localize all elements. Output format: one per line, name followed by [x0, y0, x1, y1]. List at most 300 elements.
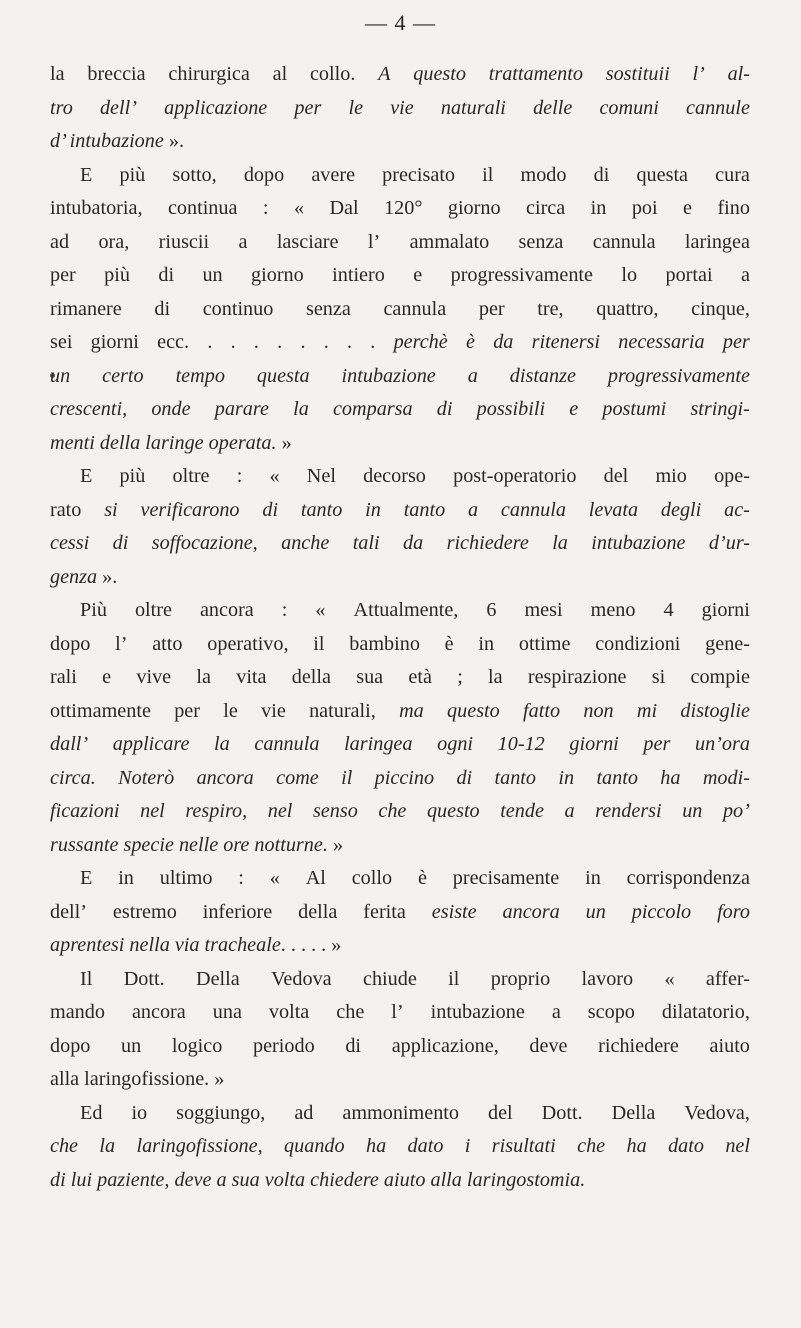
- word: ottimamente: [50, 699, 151, 722]
- word: mio: [655, 465, 687, 487]
- word: «: [293, 197, 305, 219]
- word: crescenti,: [50, 398, 128, 420]
- word: :: [262, 197, 269, 219]
- word: dato: [668, 1135, 704, 1157]
- text-line: [50, 527, 750, 561]
- word: mi: [636, 699, 658, 722]
- word: chirurgica: [168, 63, 250, 85]
- text-line: [50, 929, 750, 963]
- word: il: [313, 632, 325, 655]
- word: fino: [717, 197, 750, 219]
- word: rendersi: [595, 800, 662, 822]
- word: nel: [140, 800, 165, 822]
- word: a: [468, 498, 479, 521]
- word: dato: [407, 1135, 444, 1157]
- text-line: [50, 561, 750, 595]
- word: a: [467, 364, 478, 387]
- word: di: [436, 398, 453, 420]
- word: giorni: [701, 599, 750, 621]
- word: condizioni: [595, 632, 681, 655]
- word: Vedova: [271, 967, 332, 990]
- word: Della: [196, 967, 240, 990]
- word: al-: [727, 63, 750, 85]
- word: vita: [236, 666, 267, 688]
- word: inferiore: [202, 900, 273, 923]
- word: intubatoria,: [50, 197, 143, 219]
- word: sostituii: [605, 63, 670, 85]
- text-line: [50, 695, 750, 729]
- text-line: [50, 896, 750, 930]
- text-line: [50, 159, 750, 193]
- word: sotto,: [172, 163, 217, 186]
- word: piccolo: [631, 900, 692, 923]
- word: .: [277, 331, 283, 353]
- word: sua: [356, 666, 384, 688]
- word: la: [552, 532, 568, 554]
- text-line: [50, 360, 750, 394]
- text-line: [50, 326, 750, 360]
- word: di: [154, 297, 171, 320]
- word: .: [253, 331, 259, 353]
- word: mando: [50, 1001, 105, 1023]
- word: intubazione: [591, 532, 686, 554]
- word: distoglie: [680, 699, 750, 722]
- word: in: [585, 867, 601, 889]
- word: lo: [621, 264, 638, 286]
- word: tanto: [596, 766, 638, 789]
- word: 4: [663, 599, 674, 621]
- word: certo: [102, 364, 144, 387]
- word: a: [564, 800, 575, 822]
- word: tanto: [300, 498, 343, 521]
- word: poi: [631, 197, 658, 219]
- word: rali: [50, 666, 77, 688]
- word: si: [104, 498, 118, 521]
- word: di: [456, 766, 473, 789]
- word: le: [348, 96, 364, 119]
- word: levata: [588, 498, 639, 521]
- word: compie: [690, 666, 750, 688]
- word: comparsa: [332, 398, 413, 420]
- word: :: [238, 867, 244, 889]
- text-segment: russante specie nelle ore notturne.: [50, 833, 328, 856]
- word: i: [464, 1135, 471, 1157]
- document-body: [50, 58, 750, 1197]
- word: :: [236, 465, 243, 487]
- word: vie: [261, 699, 286, 722]
- word: Dott.: [123, 967, 165, 990]
- word: soggiungo,: [176, 1101, 266, 1124]
- word: A: [378, 63, 391, 85]
- word: il: [448, 967, 460, 990]
- word: ancora: [199, 599, 254, 621]
- word: questa: [256, 364, 310, 387]
- word: giorno: [251, 264, 304, 286]
- word: nel: [725, 1135, 750, 1157]
- word: io: [131, 1101, 148, 1124]
- text-line: [50, 226, 750, 260]
- word: Vedova,: [684, 1101, 750, 1124]
- word: e: [683, 197, 693, 219]
- text-segment: ».: [97, 565, 118, 588]
- word: Dal: [329, 197, 359, 219]
- text-segment: ».: [163, 130, 185, 152]
- word: cannule: [686, 96, 750, 119]
- word: un: [50, 364, 71, 387]
- word: affer-: [705, 967, 750, 990]
- word: l’: [115, 632, 128, 655]
- word: a: [238, 230, 248, 253]
- text-segment: aprentesi nella via tracheale: [50, 934, 281, 956]
- word: ac-: [724, 498, 750, 521]
- word: 10-12: [497, 733, 545, 755]
- word: ritenersi: [531, 331, 601, 353]
- word: ancora: [502, 900, 560, 923]
- word: E: [80, 465, 93, 487]
- word: vie: [390, 96, 414, 119]
- word: in: [365, 498, 381, 521]
- word: «: [664, 967, 675, 990]
- word: di: [262, 498, 279, 521]
- word: ha: [365, 1135, 387, 1157]
- word: esiste: [431, 900, 477, 923]
- word: e: [102, 666, 112, 688]
- word: mesi: [524, 599, 563, 621]
- word: ottime: [518, 632, 571, 655]
- word: ha: [660, 766, 681, 789]
- word: fatto: [523, 699, 561, 722]
- word: portai: [665, 264, 713, 286]
- word: cannula: [500, 498, 566, 521]
- word: ma: [399, 699, 424, 722]
- word: anche: [281, 532, 330, 554]
- word: breccia: [87, 63, 146, 85]
- word: dopo: [243, 163, 285, 186]
- word: distanze: [509, 364, 576, 387]
- word: e: [413, 264, 423, 286]
- word: respirazione: [527, 666, 627, 688]
- word: ferita: [363, 900, 406, 923]
- text-segment: menti della laringe operata.: [50, 431, 277, 454]
- word: aiuto: [709, 1034, 750, 1057]
- word: tende: [500, 800, 544, 822]
- word: applicare: [112, 733, 190, 755]
- word: volta: [268, 1001, 310, 1023]
- text-line: [50, 728, 750, 762]
- word: lasciare: [276, 230, 339, 253]
- word: precisamente: [452, 867, 560, 889]
- word: per: [174, 699, 200, 722]
- text-line: [50, 1164, 750, 1198]
- word: periodo: [253, 1034, 315, 1057]
- word: .: [207, 331, 213, 353]
- word: la: [196, 666, 211, 688]
- word: del: [488, 1101, 513, 1124]
- text-segment: genza: [50, 565, 98, 588]
- word: cannula: [383, 297, 447, 320]
- word: precisato: [382, 163, 456, 186]
- word: tempo: [175, 364, 225, 387]
- word: ad: [294, 1101, 314, 1124]
- text-line: [50, 1063, 750, 1097]
- text-line: [50, 594, 750, 628]
- word: intubazione: [341, 364, 436, 387]
- word: età: [408, 666, 432, 688]
- word: intiero: [332, 264, 385, 286]
- word: cannula: [254, 733, 320, 755]
- word: è: [444, 632, 454, 655]
- word: perchè: [393, 331, 448, 353]
- word: piccino: [374, 766, 435, 789]
- word: ha: [626, 1135, 647, 1157]
- word: e: [569, 398, 579, 420]
- word: ecc.: [157, 331, 190, 353]
- word: tre,: [537, 297, 564, 320]
- text-segment: alla laringofissione. »: [50, 1068, 225, 1090]
- word: ancora: [196, 766, 254, 789]
- word: .: [370, 331, 376, 353]
- word: in: [478, 632, 495, 655]
- word: Dott.: [541, 1101, 583, 1124]
- word: .: [323, 331, 329, 353]
- word: risultati: [491, 1135, 556, 1157]
- word: come: [276, 766, 319, 789]
- word: che: [50, 1135, 79, 1157]
- word: corrispondenza: [626, 867, 750, 889]
- text-line: [50, 293, 750, 327]
- word: un: [682, 800, 703, 822]
- word: nel: [267, 800, 293, 822]
- word: stringi-: [690, 398, 750, 420]
- word: tali: [352, 532, 380, 554]
- word: ad: [50, 230, 70, 253]
- word: per: [294, 96, 322, 119]
- text-segment: »: [327, 833, 344, 856]
- word: ultimo: [159, 867, 213, 889]
- text-segment: »: [276, 431, 292, 454]
- word: parare: [214, 398, 269, 420]
- word: della: [291, 666, 331, 688]
- word: possibili: [476, 398, 546, 420]
- word: le: [223, 699, 238, 722]
- word: quattro,: [596, 297, 659, 320]
- word: .: [230, 331, 236, 353]
- text-line: [50, 628, 750, 662]
- word: degli: [660, 498, 702, 521]
- word: che: [577, 1135, 606, 1157]
- word: cannula: [592, 230, 656, 253]
- word: scopo: [587, 1001, 635, 1023]
- word: ammalato: [409, 230, 490, 253]
- word: ogni: [437, 733, 474, 755]
- word: laringofissione,: [136, 1135, 263, 1157]
- text-line: [50, 259, 750, 293]
- word: un: [121, 1034, 142, 1057]
- text-line: [50, 829, 750, 863]
- word: E: [80, 163, 93, 186]
- word: comuni: [599, 96, 659, 119]
- text-line: [50, 1130, 750, 1164]
- word: lavoro: [581, 967, 634, 990]
- word: in: [118, 867, 134, 889]
- word: l’: [391, 1001, 404, 1023]
- word: modo: [520, 163, 567, 186]
- text-line: [50, 862, 750, 896]
- word: è: [417, 867, 427, 889]
- word: giorno: [447, 197, 501, 219]
- word: da: [493, 331, 514, 353]
- text-segment: . . . . . »: [280, 934, 342, 956]
- word: necessaria: [618, 331, 705, 353]
- word: oltre: [172, 465, 210, 487]
- text-segment: d’ intubazione: [50, 130, 164, 152]
- word: di: [112, 532, 129, 554]
- word: senso: [312, 800, 358, 822]
- word: estremo: [112, 900, 177, 923]
- word: a: [740, 264, 750, 286]
- word: dopo: [50, 632, 91, 655]
- word: verificarono: [140, 498, 240, 521]
- word: in: [590, 197, 607, 219]
- word: la: [293, 398, 309, 420]
- word: ope-: [714, 465, 750, 487]
- text-line: [50, 192, 750, 226]
- word: ora,: [98, 230, 130, 253]
- word: Attualmente,: [353, 599, 459, 621]
- word: meno: [590, 599, 636, 621]
- word: proprio: [490, 967, 551, 990]
- word: foro: [717, 900, 750, 923]
- word: al: [272, 63, 288, 85]
- word: ficazioni: [50, 800, 120, 822]
- text-line: [50, 460, 750, 494]
- word: naturali,: [309, 699, 376, 722]
- text-line: [50, 963, 750, 997]
- word: un: [202, 264, 223, 286]
- word: intubazione: [430, 1001, 525, 1023]
- word: postumi: [602, 398, 667, 420]
- word: più: [104, 264, 130, 286]
- word: non: [583, 699, 614, 722]
- word: l’: [367, 230, 381, 253]
- word: trattamento: [488, 63, 583, 85]
- word: senza: [305, 297, 351, 320]
- word: collo: [351, 867, 393, 889]
- word: avere: [311, 163, 356, 186]
- word: la: [50, 63, 65, 85]
- word: Il: [80, 967, 93, 990]
- word: progressivamente: [607, 364, 750, 387]
- word: deve: [529, 1034, 568, 1057]
- word: per: [722, 331, 750, 353]
- word: chiude: [362, 967, 417, 990]
- word: il: [341, 766, 353, 789]
- word: d’ur-: [708, 532, 750, 554]
- word: la: [488, 666, 503, 688]
- word: che: [336, 1001, 365, 1023]
- word: continua: [167, 197, 238, 219]
- word: di: [345, 1034, 362, 1057]
- word: .: [300, 331, 306, 353]
- word: E: [80, 867, 93, 889]
- word: per: [643, 733, 671, 755]
- word: dell’: [99, 96, 137, 119]
- text-line: [50, 58, 750, 92]
- text-line: [50, 393, 750, 427]
- word: logico: [171, 1034, 223, 1057]
- text-line: [50, 795, 750, 829]
- word: modi-: [702, 766, 750, 789]
- word: giorni: [90, 331, 139, 353]
- text-line: [50, 92, 750, 126]
- word: di: [158, 264, 175, 286]
- word: bambino: [349, 632, 420, 655]
- word: cessi: [50, 532, 90, 554]
- word: senza: [518, 230, 564, 253]
- word: Noterò: [118, 766, 175, 789]
- word: .: [347, 331, 353, 353]
- word: della: [298, 900, 338, 923]
- text-segment: di lui paziente, deve a sua volta chiedere aiuto alla laringostomia.: [50, 1168, 586, 1191]
- word: una: [212, 1001, 242, 1023]
- word: soffocazione,: [151, 532, 258, 554]
- word: questa: [636, 163, 689, 186]
- word: Ed: [80, 1101, 103, 1124]
- word: un’ora: [694, 733, 750, 755]
- word: «: [269, 465, 280, 487]
- word: è: [465, 331, 475, 353]
- word: decorso: [363, 465, 426, 487]
- word: ancora: [131, 1001, 186, 1023]
- word: richiedere: [598, 1034, 679, 1057]
- word: la: [99, 1135, 116, 1157]
- word: respiro,: [185, 800, 248, 822]
- word: tanto: [403, 498, 446, 521]
- word: più: [119, 163, 146, 186]
- text-line: [50, 125, 750, 159]
- word: che: [378, 800, 407, 822]
- word: sei: [50, 331, 73, 353]
- word: da: [403, 532, 424, 554]
- page-number: — 4 —: [365, 10, 436, 35]
- word: giorni: [569, 733, 619, 755]
- word: di: [593, 163, 610, 186]
- word: in: [558, 766, 575, 789]
- word: questo: [413, 63, 466, 85]
- word: applicazione,: [391, 1034, 499, 1057]
- word: questo: [447, 699, 500, 722]
- word: questo: [426, 800, 480, 822]
- word: applicazione: [164, 96, 268, 119]
- word: Più: [80, 599, 107, 621]
- word: Al: [305, 867, 326, 889]
- word: progressivamente: [450, 264, 593, 286]
- word: per: [50, 264, 76, 286]
- word: dilatatorio,: [661, 1001, 750, 1023]
- word: :: [281, 599, 288, 621]
- word: post-operatorio: [453, 465, 577, 487]
- word: Nel: [306, 465, 336, 487]
- word: «: [269, 867, 280, 889]
- word: per: [478, 297, 505, 320]
- word: riuscii: [158, 230, 210, 253]
- text-line: [50, 494, 750, 528]
- word: quando: [284, 1135, 345, 1157]
- word: «: [315, 599, 326, 621]
- word: un: [585, 900, 606, 923]
- word: laringea: [684, 230, 750, 253]
- text-line: [50, 427, 750, 461]
